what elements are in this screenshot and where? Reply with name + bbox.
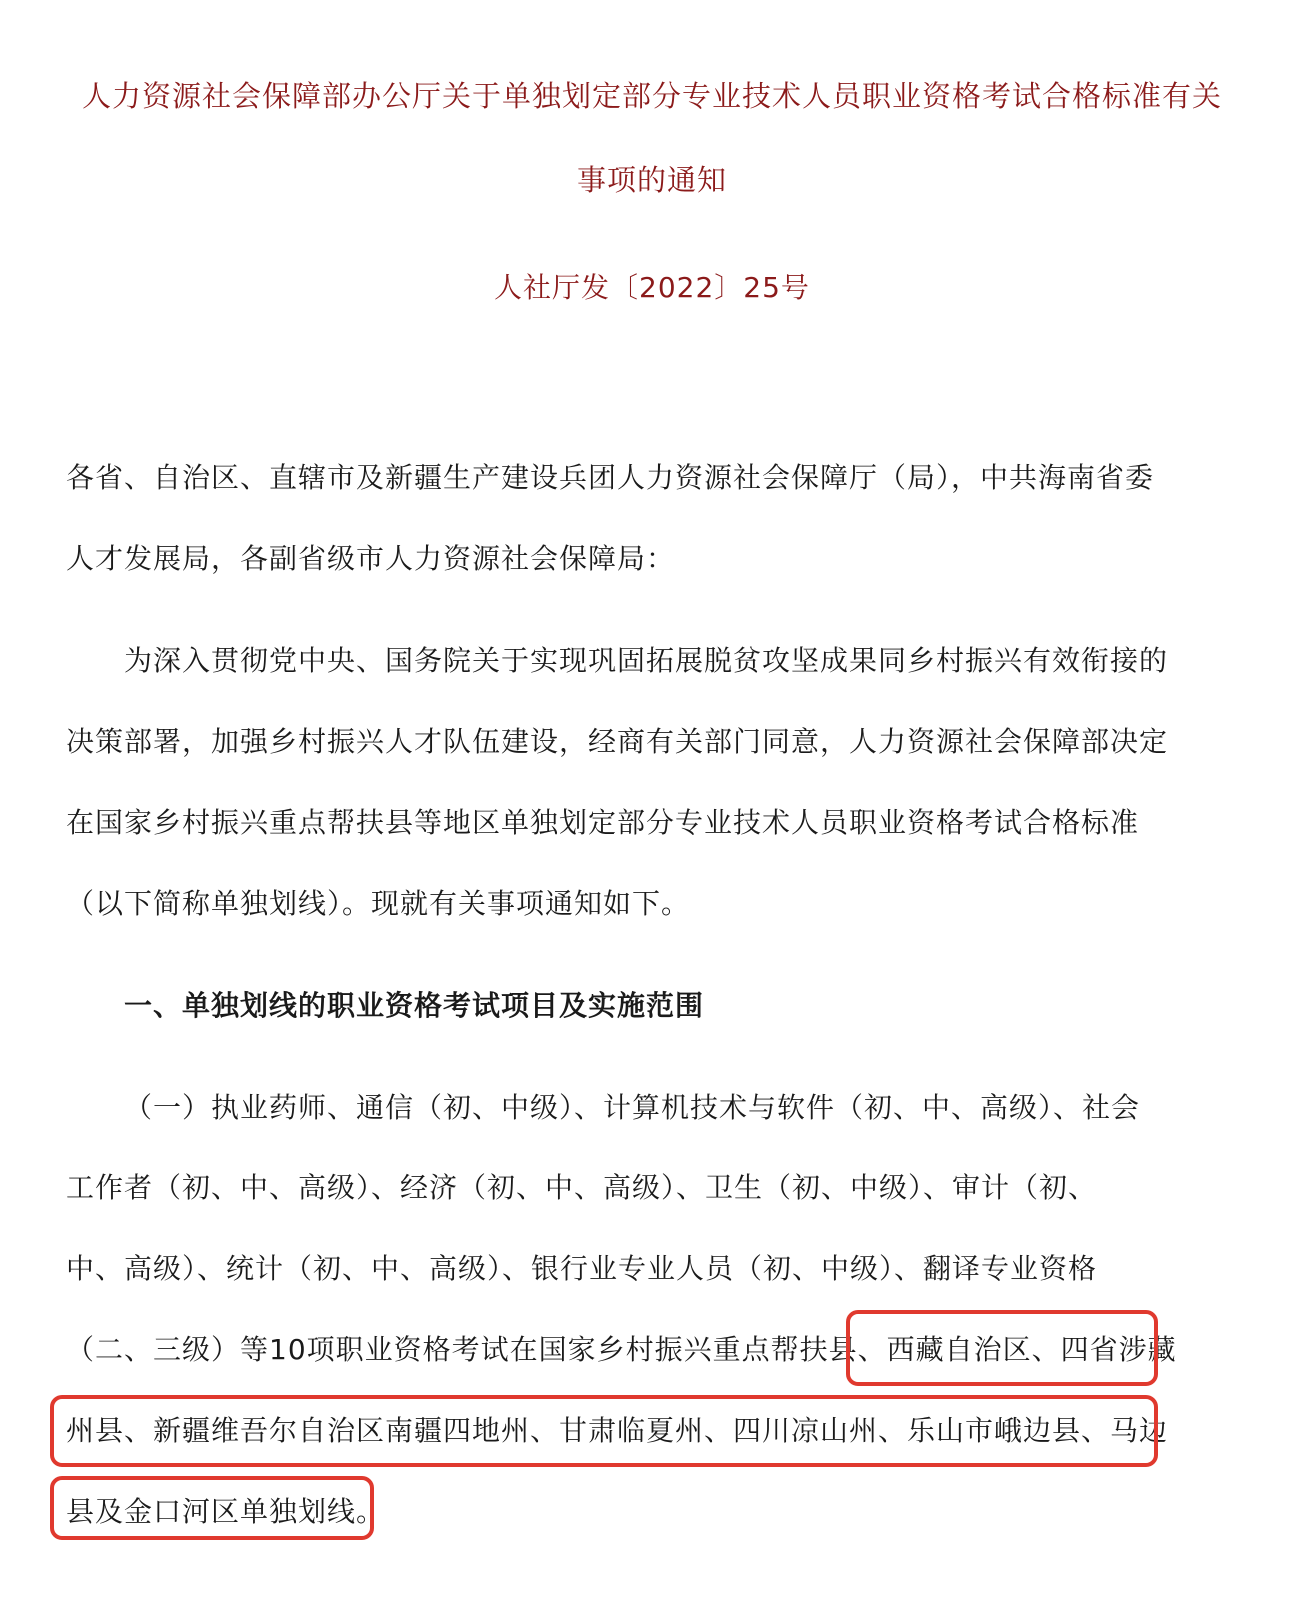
addressee-line-1: 各省、自治区、直辖市及新疆生产建设兵团人力资源社会保障厅（局），中共海南省委	[66, 461, 1155, 494]
intro-line-2: 决策部署，加强乡村振兴人才队伍建设，经商有关部门同意，人力资源社会保障部决定	[66, 725, 1169, 758]
clause-1-line-1: （一）执业药师、通信（初、中级）、计算机技术与软件（初、中、高级）、社会	[124, 1091, 1141, 1124]
document-title-line-1: 人力资源社会保障部办公厅关于单独划定部分专业技术人员职业资格考试合格标准有关	[81, 79, 1222, 113]
clause-1-line-3: 中、高级）、统计（初、中、高级）、银行业专业人员（初、中级）、翻译专业资格	[66, 1252, 1098, 1285]
clause-1-line-6: 县及金口河区单独划线。	[66, 1495, 386, 1528]
document-title-line-2: 事项的通知	[576, 163, 727, 197]
clause-1-line-5: 州县、新疆维吾尔自治区南疆四地州、甘肃临夏州、四川凉山州、乐山市峨边县、马边	[66, 1414, 1169, 1447]
highlight-box-2	[50, 1395, 1158, 1467]
clause-1-line-4: （二、三级）等10项职业资格考试在国家乡村振兴重点帮扶县、西藏自治区、四省涉藏	[66, 1333, 1177, 1366]
intro-line-3: 在国家乡村振兴重点帮扶县等地区单独划定部分专业技术人员职业资格考试合格标准	[66, 806, 1140, 839]
addressee-line-2: 人才发展局，各副省级市人力资源社会保障局：	[66, 542, 676, 575]
intro-line-4: （以下简称单独划线）。现就有关事项通知如下。	[66, 887, 691, 920]
highlight-box-1	[846, 1310, 1158, 1386]
clause-1-line-2: 工作者（初、中、高级）、经济（初、中、高级）、卫生（初、中级）、审计（初、	[66, 1171, 1098, 1204]
document-number: 人社厅发〔2022〕25号	[494, 271, 810, 304]
highlight-box-3	[50, 1476, 374, 1540]
intro-line-1: 为深入贯彻党中央、国务院关于实现巩固拓展脱贫攻坚成果同乡村振兴有效衔接的	[124, 644, 1169, 677]
section-heading-1: 一、单独划线的职业资格考试项目及实施范围	[124, 989, 705, 1022]
